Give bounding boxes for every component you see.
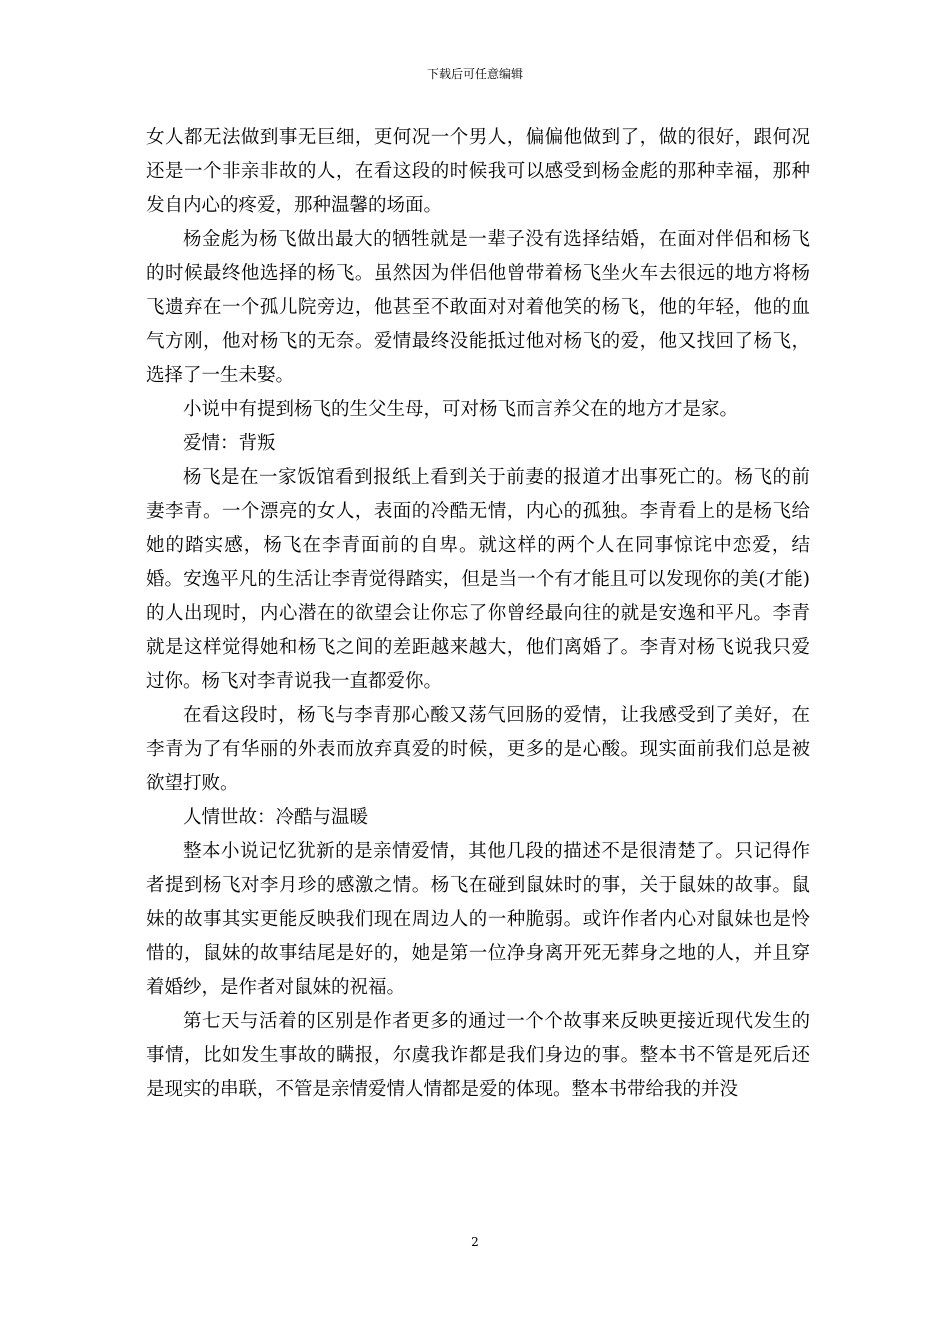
paragraph: 杨飞是在一家饭馆看到报纸上看到关于前妻的报道才出事死亡的。杨飞的前妻李青。一个漂亮的女人，表面的冷酷无情，内心的孤独。李青看上的是杨飞给她的踏实感，杨飞在李青面前的自卑。就这样的两个人在同事惊诧中恋爱，结婚。安逸平凡的生活让李青觉得踏实，但是当一个有才能且可以发现你的美(才能)的人出现时，内心潜在的欲望会让你忘了你曾经最向往的就是安逸和平凡。李青就是这样觉得她和杨飞之间的差距越来越大，他们离婚了。李青对杨飞说我只爱过你。杨飞对李青说我一直都爱你。 [146, 467, 810, 692]
page-number: 2 [471, 1235, 479, 1249]
paragraph: 女人都无法做到事无巨细，更何况一个男人，偏偏他做到了，做的很好，跟何况还是一个非亲非故的人，在看这段的时候我可以感受到杨金彪的那种幸福，那种发自内心的疼爱，那种温馨的场面。 [146, 127, 810, 216]
section-heading: 人情世故：冷酷与温暖 [183, 807, 369, 828]
page-header [0, 66, 950, 82]
paragraph: 杨金彪为杨飞做出最大的牺牲就是一辈子没有选择结婚，在面对伴侣和杨飞的时候最终他选择的杨飞。虽然因为伴侣他曾带着杨飞坐火车去很远的地方将杨飞遗弃在一个孤儿院旁边，他甚至不敢面对对着他笑的杨飞，他的年轻，他的血气方刚，他对杨飞的无奈。爱情最终没能抵过他对杨飞的爱，他又找回了杨飞，选择了一生未娶。 [146, 229, 810, 386]
paragraph: 第七天与活着的区别是作者更多的通过一个个故事来反映更接近现代发生的事情，比如发生事故的瞒报，尔虞我诈都是我们身边的事。整本书不管是死后还是现实的串联，不管是亲情爱情人情都是爱的体现。整本书带给我的并没 [146, 1011, 810, 1100]
paragraph: 小说中有提到杨飞的生父生母，可对杨飞而言养父在的地方才是家。 [183, 399, 739, 420]
section-heading: 爱情：背叛 [183, 433, 276, 454]
document-body [146, 121, 810, 1107]
header-text: 下载后可任意编辑 [426, 67, 523, 81]
paragraph: 在看这段时，杨飞与李青那心酸又荡气回肠的爱情，让我感受到了美好，在李青为了有华丽的外表而放弃真爱的时候，更多的是心酸。现实面前我们总是被欲望打败。 [146, 705, 810, 794]
paragraph: 整本小说记忆犹新的是亲情爱情，其他几段的描述不是很清楚了。只记得作者提到杨飞对李月珍的感激之情。杨飞在碰到鼠妹时的事，关于鼠妹的故事。鼠妹的故事其实更能反映我们现在周边人的一种脆弱。或许作者内心对鼠妹也是怜惜的，鼠妹的故事结尾是好的，她是第一位净身离开死无葬身之地的人，并且穿着婚纱，是作者对鼠妹的祝福。 [146, 841, 810, 998]
page-footer [0, 1234, 950, 1250]
